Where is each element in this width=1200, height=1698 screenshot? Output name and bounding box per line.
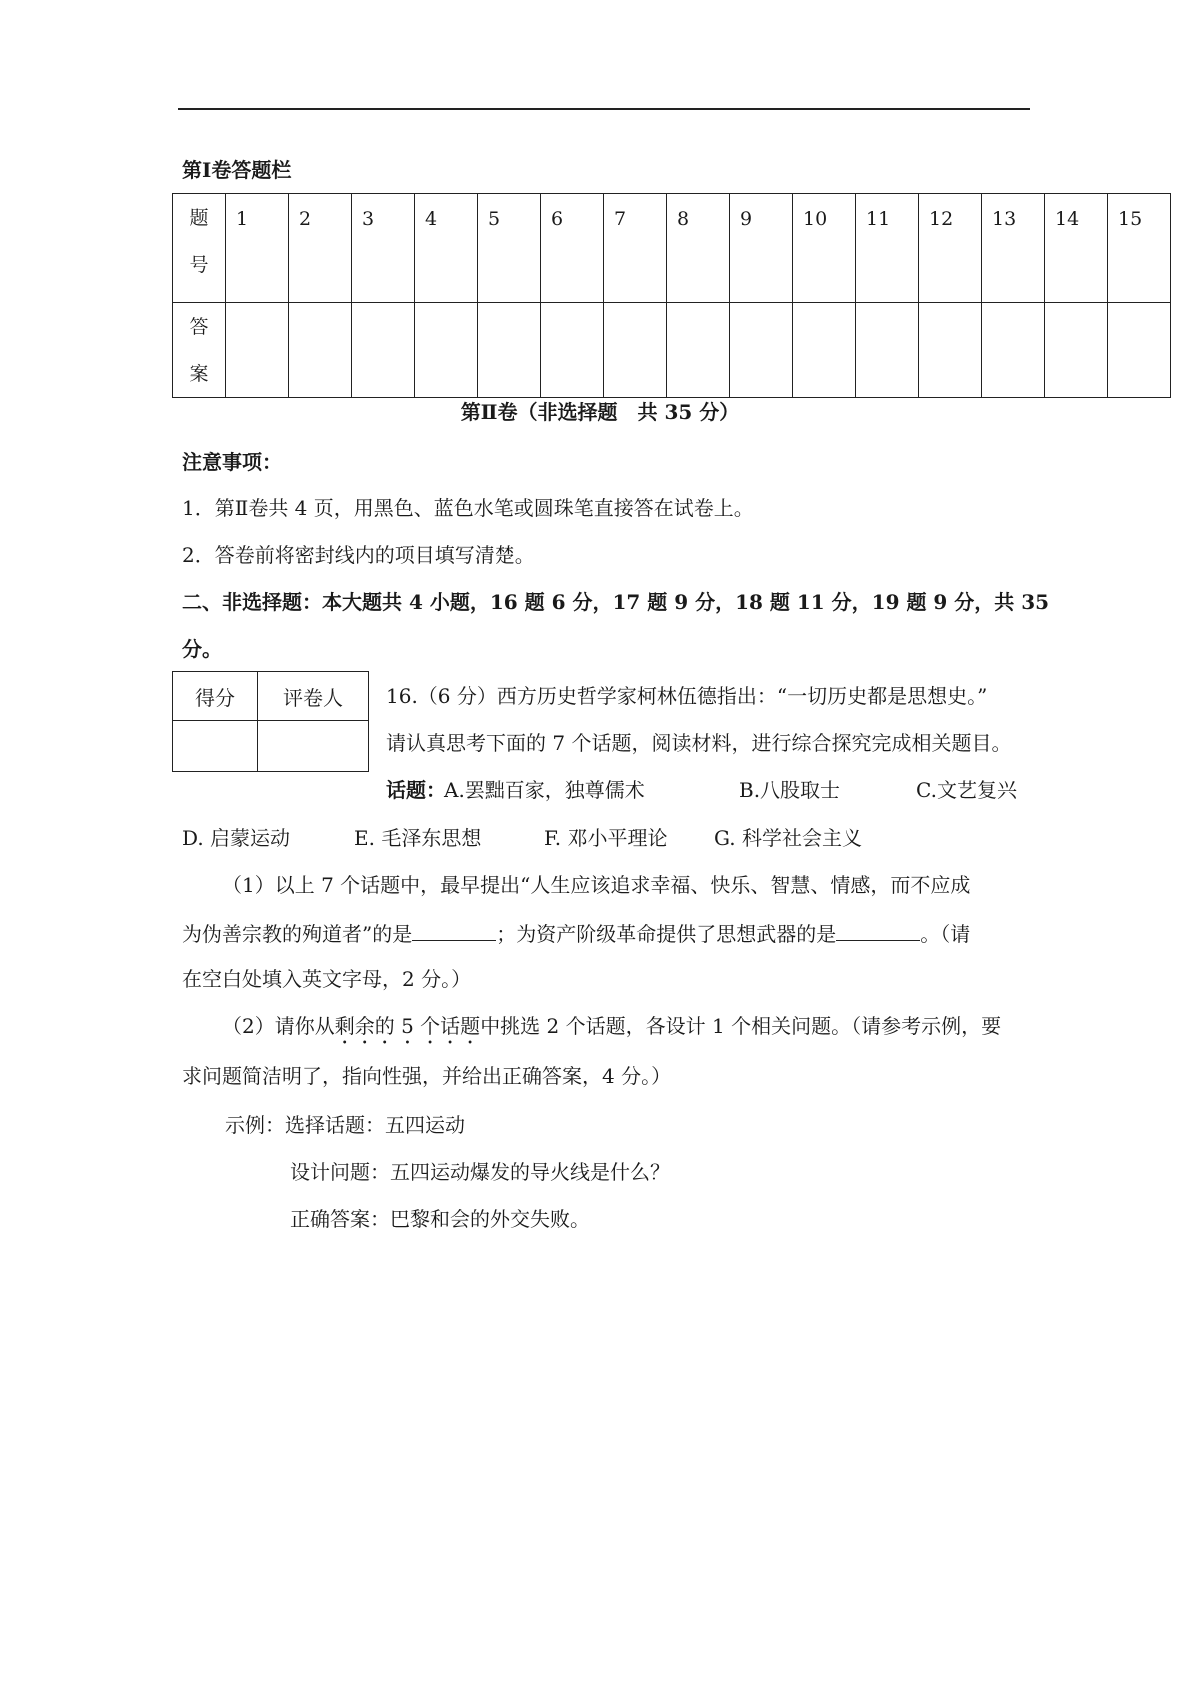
answer-cell[interactable] <box>289 303 352 398</box>
score-entry[interactable] <box>173 721 258 772</box>
score-box <box>172 671 369 772</box>
score-label: 得分 <box>173 672 258 721</box>
note-1: 1．第Ⅱ卷共 4 页，用黑色、蓝色水笔或圆珠笔直接答在试卷上。 <box>182 496 754 520</box>
question-number-cell: 12 <box>919 194 982 303</box>
q16-line1: 16.（6 分）西方历史哲学家柯林伍德指出：“一切历史都是思想史。” <box>386 684 988 708</box>
question-number-cell: 8 <box>667 194 730 303</box>
emphasized-phrase: 剩余的 5 个话题 <box>334 1014 481 1038</box>
topic-b: B.八股取士 <box>739 778 841 802</box>
topic-c: C.文艺复兴 <box>916 778 1017 802</box>
question-number-cell: 10 <box>793 194 856 303</box>
answer-cell[interactable] <box>793 303 856 398</box>
question-number-cell: 9 <box>730 194 793 303</box>
answer-cell[interactable] <box>982 303 1045 398</box>
grader-label: 评卷人 <box>258 672 369 721</box>
topic-f: F. 邓小平理论 <box>544 826 668 850</box>
topic-d: D. 启蒙运动 <box>182 826 291 850</box>
topic-g: G. 科学社会主义 <box>714 826 862 850</box>
answer-grid-heading: 第Ⅰ卷答题栏 <box>182 158 292 182</box>
question-number-cell: 4 <box>415 194 478 303</box>
part-title-line1: 二、非选择题：本大题共 4 小题，16 题 6 分，17 题 9 分，18 题 11 分，19 题 9 分，共 35 <box>182 590 1050 614</box>
example-line1: 示例：选择话题：五四运动 <box>225 1113 465 1137</box>
notes-title: 注意事项： <box>182 450 282 474</box>
row-label-answer: 答 案 <box>173 303 226 398</box>
part1-line1: （1）以上 7 个话题中，最早提出“人生应该追求幸福、快乐、智慧、情感，而不应成 <box>222 873 971 897</box>
question-number-cell: 13 <box>982 194 1045 303</box>
question-number-cell: 3 <box>352 194 415 303</box>
part2-line1: （2）请你从剩余的 5 个话题中挑选 2 个话题，各设计 1 个相关问题。（请参考示例，要 <box>222 1014 1002 1038</box>
example-line3: 正确答案：巴黎和会的外交失败。 <box>290 1207 590 1231</box>
answer-blank-2[interactable] <box>836 920 920 941</box>
part-title-line2: 分。 <box>182 637 222 661</box>
question-number-cell: 14 <box>1045 194 1108 303</box>
answer-cell[interactable] <box>919 303 982 398</box>
answer-cell[interactable] <box>478 303 541 398</box>
answer-cell[interactable] <box>604 303 667 398</box>
answer-grid <box>172 193 1171 398</box>
part1-line3: 在空白处填入英文字母，2 分。） <box>182 967 472 991</box>
topics-label: 话题： <box>386 778 446 802</box>
answer-cell[interactable] <box>352 303 415 398</box>
question-number-cell: 11 <box>856 194 919 303</box>
part2-line2: 求问题简洁明了，指向性强，并给出正确答案，4 分。） <box>182 1064 672 1088</box>
answer-cell[interactable] <box>667 303 730 398</box>
topic-e: E. 毛泽东思想 <box>354 826 482 850</box>
answer-cell[interactable] <box>1045 303 1108 398</box>
section2-heading: 第Ⅱ卷（非选择题 共 35 分） <box>460 400 740 424</box>
answer-blank-1[interactable] <box>412 920 496 941</box>
question-number-cell: 6 <box>541 194 604 303</box>
grader-entry[interactable] <box>258 721 369 772</box>
question-number-cell: 7 <box>604 194 667 303</box>
question-number-cell: 1 <box>226 194 289 303</box>
question-number-cell: 5 <box>478 194 541 303</box>
row-label-question-number: 题 号 <box>173 194 226 303</box>
question-number-cell: 2 <box>289 194 352 303</box>
q16-line2: 请认真思考下面的 7 个话题，阅读材料，进行综合探究完成相关题目。 <box>386 731 1012 755</box>
topic-a: A.罢黜百家，独尊儒术 <box>444 778 645 802</box>
question-number-row <box>173 194 1171 303</box>
note-2: 2．答卷前将密封线内的项目填写清楚。 <box>182 543 535 567</box>
answer-row <box>173 303 1171 398</box>
part1-line2: 为伪善宗教的殉道者”的是 ；为资产阶级革命提供了思想武器的是 。（请 <box>182 922 971 946</box>
answer-cell[interactable] <box>226 303 289 398</box>
header-rule <box>178 108 1030 110</box>
answer-cell[interactable] <box>541 303 604 398</box>
answer-cell[interactable] <box>730 303 793 398</box>
example-line2: 设计问题：五四运动爆发的导火线是什么？ <box>290 1160 670 1184</box>
answer-cell[interactable] <box>1108 303 1171 398</box>
answer-cell[interactable] <box>856 303 919 398</box>
answer-cell[interactable] <box>415 303 478 398</box>
question-number-cell: 15 <box>1108 194 1171 303</box>
